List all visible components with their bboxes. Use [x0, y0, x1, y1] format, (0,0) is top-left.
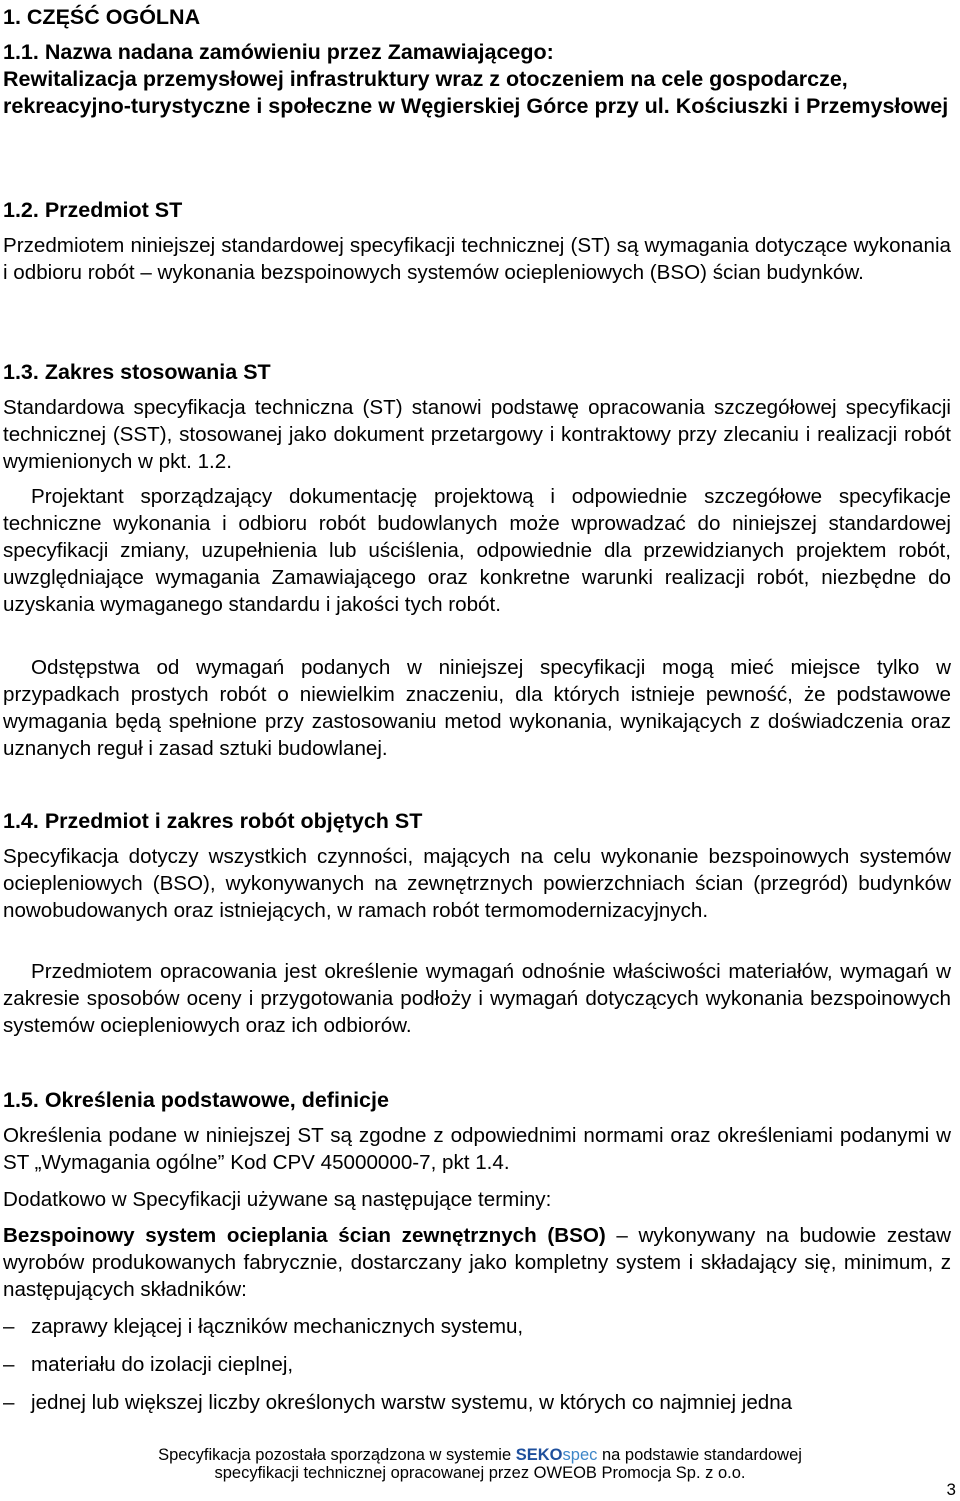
page-number: 3 [946, 1480, 956, 1499]
dash-bullet: – [3, 1353, 15, 1376]
list-item-text: zaprawy klejącej i łączników mechanicznych systemu, [31, 1315, 524, 1338]
dash-bullet: – [3, 1391, 15, 1414]
s13-paragraph-1: Standardowa specyfikacja techniczna (ST) stanowi podstawę opracowania szczegółowej specyfikacji technicznej (SST), stosowanej jako dokument przetargowy i kontraktowy przy zlecaniu i realizacji robót wymienionych w pkt. 1.2. [3, 396, 951, 473]
dash-bullet: – [3, 1315, 15, 1338]
definition-text: – wykonywany na budowie zestaw wyrobów produkowanych fabrycznie, dostarczany jako kompletny system i składający się, minimum, z następujących składników: [3, 1224, 951, 1301]
list-item [3, 1351, 951, 1378]
list-item-text: materiału do izolacji cieplnej, [31, 1353, 294, 1376]
s15-heading: 1.5. Określenia podstawowe, definicje [3, 1088, 389, 1112]
brand-logo-seko: SEKO [515, 1446, 563, 1464]
brand-logo-spec: spec [562, 1446, 598, 1464]
s11-title: Rewitalizacja przemysłowej infrastruktury wraz z otoczeniem na cele gospodarcze, rekreacyjno-turystyczne i społeczne w Węgierskiej Górce przy ul. Kościuszki i Przemysłowej [3, 67, 949, 118]
components-list [3, 1313, 951, 1416]
section-heading: 1. CZĘŚĆ OGÓLNA [3, 5, 201, 29]
footer-line-2: specyfikacji technicznej opracowanej przez OWEOB Promocja Sp. z o.o. [214, 1464, 746, 1482]
s13-paragraph-3: Odstępstwa od wymagań podanych w niniejszej specyfikacji mogą mieć miejsce tylko w przypadkach prostych robót o niewielkim znaczeniu, dla których istnieje pewność, że podstawowe wymagania będą spełnione przy zastosowaniu metod wykonania, wynikających z doświadczenia oraz uznanych reguł i zasad sztuki budowlanej. [3, 656, 951, 760]
s13-heading: 1.3. Zakres stosowania ST [3, 360, 271, 384]
s12-heading: 1.2. Przedmiot ST [3, 198, 183, 222]
s15-paragraph-1: Określenia podane w niniejszej ST są zgodne z odpowiednimi normami oraz określeniami podanymi w ST „Wymagania ogólne” Kod CPV 45000000-7, pkt 1.4. [3, 1124, 951, 1174]
list-item [3, 1313, 951, 1340]
list-item [3, 1389, 951, 1416]
s14-paragraph-1: Specyfikacja dotyczy wszystkich czynności, mających na celu wykonanie bezspoinowych systemów ociepleniowych (BSO), wykonywanych na zewnętrznych powierzchniach ścian (przegród) budynków nowobudowanych oraz istniejących, w ramach robót termomodernizacyjnych. [3, 845, 951, 922]
s12-paragraph: Przedmiotem niniejszej standardowej specyfikacji technicznej (ST) są wymagania dotyczące wykonania i odbioru robót – wykonania bezspoinowych systemów ociepleniowych (BSO) ścian budynków. [3, 234, 951, 284]
s13-paragraph-2: Projektant sporządzający dokumentację projektową i odpowiednie szczegółowe specyfikacje techniczne wykonania i odbioru robót budowlanych może wprowadzać do niniejszej standardowej specyfikacji zmiany, uzupełnienia lub uściślenia, odpowiednie dla przewidzianych projektem robót, uwzględniające wymagania Zamawiającego oraz konkretne warunki realizacji robót, niezbędne do uzyskania wymaganego standardu i jakości tych robót. [3, 485, 951, 616]
s15-definition [3, 1222, 951, 1303]
footer-line-1: Specyfikacja pozostała sporządzona w systemie SEKOspec na podstawie standardowej [158, 1446, 802, 1464]
s14-heading: 1.4. Przedmiot i zakres robót objętych ST [3, 809, 423, 833]
s14-paragraph-2: Przedmiotem opracowania jest określenie wymagań odnośnie właściwości materiałów, wymagań w zakresie sposobów oceny i przygotowania podłoży i wymagań dotyczących wykonania bezspoinowych systemów ociepleniowych oraz ich odbiorów. [3, 960, 951, 1037]
s15-paragraph-2: Dodatkowo w Specyfikacji używane są następujące terminy: [3, 1188, 552, 1211]
list-item-text: jednej lub większej liczby określonych warstw systemu, w których co najmniej jedna [31, 1391, 793, 1414]
page-footer [0, 1446, 960, 1482]
s11-heading: 1.1. Nazwa nadana zamówieniu przez Zamawiającego: [3, 40, 554, 64]
definition-term: Bezspoinowy system ocieplania ścian zewnętrznych (BSO) [3, 1224, 606, 1247]
